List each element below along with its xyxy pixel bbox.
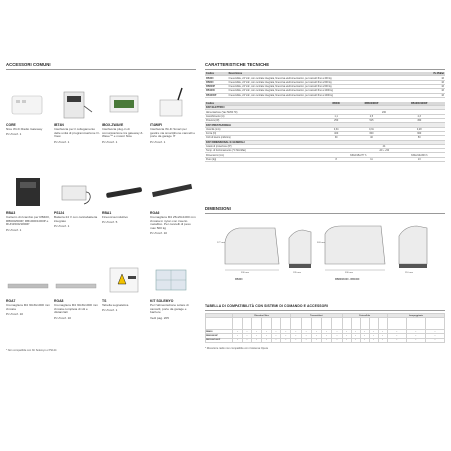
dim-label: 210 mm — [405, 272, 413, 274]
accessory-code: IT4WIFI — [150, 123, 163, 127]
table-row: Forza (N) 400 600 900 — [205, 131, 445, 135]
table-row: RB1000P Irreversibile, 24 Vdc, con centrale integrata, finecorsa elettromeccanico, per cancelli fino a 1000 kg 16 — [206, 93, 444, 97]
accessory-code: ROA6 — [150, 211, 160, 215]
zwave-icon — [102, 86, 146, 122]
table-row: RB600 Irreversibile, 24 Vdc, con centrale integrata, finecorsa elettromeccanico, per cancelli fino a 600 kg 16 — [206, 80, 444, 84]
dimensions-section — [205, 206, 445, 286]
rack-zinc-icon — [6, 262, 50, 298]
table-row: RB1000/1000P • • • • • • • • • • • • • • • • • • • — [206, 338, 445, 342]
section-rule — [205, 213, 445, 214]
accessory-desc: Carterro di ricambio per RB400, RB600/600P, RB1000/1000P e RUN1500/1800P — [6, 214, 50, 227]
accessory-code: RBA1 — [102, 211, 112, 215]
accessory-code: TS — [102, 299, 107, 303]
accessory-desc: Finecorsa induttivo — [102, 214, 128, 219]
table-row: RB400 • • • • • • • • • • • • • • • • • • • — [206, 330, 445, 334]
accessories-section — [6, 62, 196, 320]
table-row: Temp. di funzionamento (°C Min/Max) -20 ÷ +50 — [205, 149, 445, 153]
specs-title: CARATTERISTICHE TECNICHE — [205, 62, 270, 67]
accessory-desc: Cremagliera M4 30x8x1000 mm zincata completa di viti e distanziali — [54, 302, 99, 315]
accessory-desc: Interfaccia per il collegamento delle unità di programmazione O-View — [54, 126, 100, 139]
accessory-code: PS124 — [54, 211, 65, 215]
accessory-conf: Pz./Conf. 1 — [6, 132, 22, 137]
battery-icon — [54, 174, 98, 210]
table-row: RB400 Irreversibile, 24 Vdc, con centrale integrata, finecorsa elettromeccanico, per cancelli fino a 400 kg 16 — [206, 76, 444, 80]
table-row: Dimensioni (mm) 330x195x277 h 330x210x303 h — [205, 153, 445, 157]
limit-switch-icon — [102, 174, 146, 210]
accessory-conf: Pz./Conf. 1 — [54, 223, 70, 228]
table-row: RB1000 Irreversibile, 24 Vdc, con centrale integrata, finecorsa elettromeccanico, per cancelli fino a 1000 kg 16 — [206, 89, 444, 93]
solar-kit-icon — [150, 262, 194, 298]
accessory-desc: Interfaccia plug-in di comunicazione tra gateway Z-Wave™ e motori Nice — [102, 126, 144, 139]
accessory-code: CORE — [6, 123, 16, 127]
dim-label: 303 mm — [317, 242, 325, 244]
sign-icon — [102, 262, 146, 298]
accessory-code: IBT4N — [54, 123, 64, 127]
dim-label: 330 mm — [241, 272, 249, 274]
accessory-conf: Pz./Conf. 1 — [150, 139, 166, 144]
battery-pack-icon — [6, 174, 50, 210]
table-row: RB600/600P • • • • • • • • • • • • • • • • • • • — [206, 334, 445, 338]
accessory-conf: Pz./Conf. 10 — [150, 231, 168, 236]
drawing-label: RB600/1000 - RB1000 — [335, 278, 360, 281]
wifi-module-icon — [150, 86, 194, 122]
codes-table: Codice Descrizione Pz./Pallet RB400 Irreversibile, 24 Vdc, con centrale integrata, finecorsa elettromeccanico, per cancelli fino a 400 kg 16 RB600 Irreversibile, 24 Vdc, con centrale integrata, finecorsa elettromeccanico, per cancelli fino a 600 kg 16 RB600P Irreversibile, 24 Vdc, con centrale integrata, finecorsa elettromeccanico, per cancelli fino a 600 kg 16 RB1000 Irreversibile, 24 Vdc, con centrale integrata, finecorsa elettromeccanico, per cancelli fino a 1000 kg 16 RB1000P Irreversibile, 24 Vdc, con centrale integrata, finecorsa elettromeccanico, per cancelli fino a 1000 kg 16 — [206, 72, 444, 97]
accessories-footnote: * Non compatibile con Kit Solemyo e PS124 — [6, 349, 57, 352]
table-row: Cicli di lavoro (cicli/ora) 30 40 50 — [205, 136, 445, 140]
accessory-desc: Batteria 24 V con caricabatteria integrato — [54, 214, 98, 223]
accessory-conf: Pz./Conf. 1 — [102, 308, 118, 313]
compat-table: Ricevitori Nice Trasmettitori Fotocellule Lampeggiante RB400 • • • • • • • • • • • • • • • • • • • RB600/600P • • • • • • • • • • • • • • • • • • • RB1000/1000P • • • • • • • • • • • • • • • • • • • — [205, 313, 445, 343]
accessories-title: ACCESSORI COMUNI — [6, 62, 51, 67]
table-row: Peso (kg) 8 11 13 — [205, 157, 445, 161]
interface-icon — [54, 86, 98, 122]
accessory-code: KIT SOLEMYO — [150, 299, 174, 303]
table-row: Alimentazione (Vac 50/60 Hz) 230 — [205, 110, 445, 114]
drawing-label: RB400 — [235, 278, 243, 281]
accessory-desc: Cremagliera M4 30x8x1000 mm zincata — [6, 302, 51, 311]
dim-label: 330 mm — [345, 272, 353, 274]
dim-label: 195 mm — [293, 272, 301, 274]
accessory-conf: Pz./Conf. 1 — [54, 139, 70, 144]
section-rule — [205, 310, 445, 311]
accessory-conf: Pz./Conf. 1 — [102, 139, 118, 144]
accessory-conf: Pz./Conf. 10 — [6, 311, 24, 316]
accessory-conf: Pz./Conf. 1 — [6, 227, 22, 232]
accessory-code: ROA8 — [54, 299, 64, 303]
accessory-desc: Nice Wi-Fi Radio Gateway — [6, 126, 43, 131]
table-row: RB600P Irreversibile, 24 Vdc, con centrale integrata, finecorsa elettromeccanico, per cancelli fino a 600 kg 16 — [206, 85, 444, 89]
accessory-desc: Tabella segnaletica — [102, 302, 129, 307]
table-row: Potenza (W) 250 515 450 — [205, 119, 445, 123]
accessory-code: ROA7 — [6, 299, 16, 303]
section-rule — [6, 69, 196, 70]
accessory-desc: Interfaccia Wi-Fi Smart per gestire via smartphone cancelli e porte da garage IT — [150, 126, 196, 139]
compat-footnote: * Ricevitore radio non compatibile con il sistema Opera — [205, 346, 268, 350]
accessory-desc: Cremagliera M4 25x20x1000 mm zincata in nylon con inserto metallico. Per cancelli di peso max 500 kg — [150, 214, 196, 231]
accessory-code: IBOX-ZWAVE — [102, 123, 124, 127]
section-rule — [205, 69, 445, 70]
compat-title: TABELLA DI COMPATIBILITÀ CON SISTEMI DI COMANDO E ACCESSORI — [205, 304, 328, 308]
rack-icon — [150, 174, 194, 210]
dimensions-title: DIMENSIONI — [205, 206, 231, 211]
accessory-conf: Pz./Conf. 10 — [54, 315, 72, 320]
table-row: Grado di protezione (IP) 44 — [205, 144, 445, 148]
table-row: Velocità (m/s) 0,34 0,31 0,28 — [205, 127, 445, 131]
accessory-conf: Vedi pag. 205 — [150, 315, 169, 320]
accessory-desc: Per l'alimentazione solare di cancelli, porte da garage e barriere — [150, 302, 189, 315]
accessory-conf: Pz./Conf. 5 — [102, 220, 118, 225]
dim-label: 277 mm — [217, 242, 225, 244]
accessory-code: RBA3 — [6, 211, 16, 215]
compatibility-section — [205, 304, 445, 350]
gateway-icon — [6, 86, 50, 122]
rack-kit-icon — [54, 262, 98, 298]
data-table: Codice RB400 RB600/600P RB1000/1000P DATI ELETTRICI Alimentazione (Vac 50/60 Hz) 230 Assorbimento (A) 1,1 2,5 2,3 Potenza (W) 250 515 450 DATI PRESTAZIONALI Velocità (m/s) 0,34 0,31 0,28 Forza (N) 400 600 900 Cicli di lavoro (cicli/ora) 30 40 50 DATI DIMENSIONALI E GENERALI Grado di protezione (IP) 44 Temp. di funzionamento (°C Min/Max) -20 ÷ +50 Dimensioni (mm) 330x195x277 h 330x210x303 h Peso (kg) 8 11 13 — [205, 102, 445, 162]
specs-section — [205, 62, 445, 350]
table-row: Assorbimento (A) 1,1 2,5 2,3 — [205, 114, 445, 118]
